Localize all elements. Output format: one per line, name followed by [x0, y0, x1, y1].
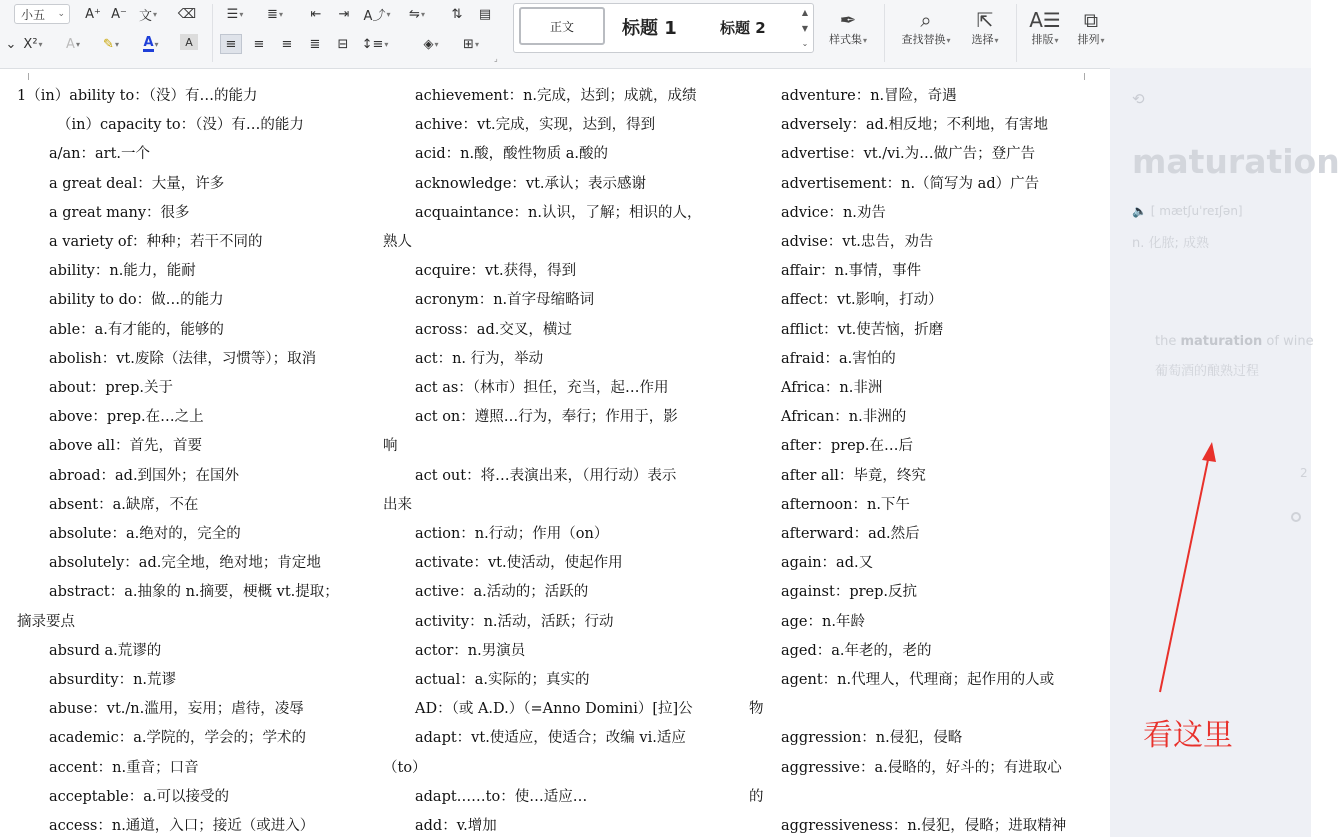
doc-line: acid：n.酸，酸性物质 a.酸的	[415, 146, 608, 163]
doc-line: adversely：ad.相反地；不利地，有害地	[781, 117, 1049, 134]
shrink-font-icon[interactable]: A⁻	[111, 6, 127, 22]
doc-line: advice：n.劝告	[781, 204, 886, 221]
paragraph-dialog-icon[interactable]: ⌟	[494, 54, 498, 63]
numbered-list-icon[interactable]: ≣ ▾	[267, 6, 283, 22]
doc-line: absolute：a.绝对的，完全的	[49, 526, 241, 542]
align-center-icon[interactable]: ≡	[253, 36, 265, 52]
line-break-icon[interactable]: ⇋ ▾	[409, 6, 425, 22]
panel-definition: n. 化脓; 成熟	[1132, 236, 1210, 251]
doc-line: adapt：vt.使适应，使适合；改编 vi.适应	[415, 730, 686, 747]
superscript-icon[interactable]: X² ▾	[23, 36, 43, 52]
doc-line: adapt……to：使…适应…	[415, 788, 588, 805]
doc-line: a great deal：大量，许多	[49, 175, 225, 192]
panel-phonetic: 🔈 [ mætʃuˈreɪʃən]	[1132, 204, 1243, 218]
doc-line: acknowledge：vt.承认；表示感谢	[415, 175, 647, 192]
speaker-icon[interactable]: 🔈	[1132, 204, 1147, 218]
style-heading1[interactable]: 标题 1	[622, 18, 677, 39]
doc-line: access：n.通道，入口；接近（或进入）	[49, 818, 315, 834]
doc-line: aggression：n.侵犯，侵略	[781, 730, 963, 747]
doc-line: achive：vt.完成，实现，达到，得到	[415, 117, 656, 134]
phonetic-guide-icon[interactable]: ⽂ ▾	[138, 8, 158, 24]
doc-line: across：ad.交叉，横过	[415, 321, 572, 338]
doc-line: （to）	[383, 759, 427, 776]
doc-line: abuse：vt./n.滥用，妄用；虐待，凌辱	[49, 701, 304, 718]
toolbar-ribbon	[0, 0, 1311, 69]
doc-line: act as：（林市）担任，充当，起…作用	[415, 380, 669, 396]
style-normal[interactable]: 正文	[519, 7, 605, 45]
doc-line: advise：vt.忠告，劝告	[781, 234, 934, 250]
doc-line: African：n.非洲的	[781, 409, 907, 426]
doc-line: achievement：n.完成，达到；成就，成绩	[415, 88, 697, 104]
doc-line: acceptable：a.可以接受的	[49, 788, 229, 805]
doc-line: acronym：n.首字母缩略词	[415, 292, 595, 309]
document-page[interactable]	[0, 80, 1110, 837]
doc-line: aggressiveness：n.侵犯，侵略；进取精神	[781, 818, 1067, 834]
doc-line: absent：a.缺席，不在	[49, 496, 199, 513]
align-left-icon[interactable]: ≡	[220, 34, 242, 54]
doc-line: aggressive：a.侵略的，好斗的；有进取心	[781, 759, 1062, 776]
style-heading2[interactable]: 标题 2	[720, 18, 766, 37]
doc-line: absurdity：n.荒谬	[49, 672, 177, 688]
bullet-list-icon[interactable]: ☰ ▾	[226, 6, 244, 22]
increase-indent-icon[interactable]: ⇥	[338, 6, 350, 22]
doc-line: advertisement：n.（简写为 ad）广告	[781, 175, 1040, 192]
doc-line: absolutely：ad.完全地，绝对地；肯定地	[49, 555, 321, 572]
doc-line: activity：n.活动，活跃；行动	[415, 613, 614, 630]
layout-button[interactable]: A☰ 排版▾	[1029, 8, 1061, 46]
doc-line: accent：n.重音；口音	[49, 759, 199, 776]
text-effect-icon[interactable]: A ▾	[66, 36, 80, 52]
doc-line: afterward：ad.然后	[781, 526, 920, 542]
doc-line: acquaintance：n.认识，了解；相识的人，	[415, 204, 702, 221]
align-right-icon[interactable]: ≡	[281, 36, 293, 52]
panel-example-translation: 葡萄酒的酿熟过程	[1155, 364, 1260, 379]
panel-headword: maturation	[1132, 142, 1340, 181]
grow-font-icon[interactable]: A⁺	[85, 6, 101, 22]
style-set-button[interactable]: ✒ 样式集▾	[828, 8, 867, 46]
font-size-value: 小五	[21, 7, 46, 22]
panel-page-number: 2	[1300, 466, 1308, 480]
doc-line: AD：（或 A.D.）（=Anno Domini）[拉]公	[415, 701, 693, 718]
doc-line: activate：vt.使活动，使起作用	[415, 555, 623, 572]
doc-line: action：n.行动；作用（on）	[415, 526, 609, 542]
select-button[interactable]: ⇱ 选择▾	[971, 8, 999, 46]
annotation-label: 看这里	[1143, 718, 1233, 753]
style-set-icon: ✒	[839, 8, 857, 32]
doc-line: act：n. 行为，举动	[415, 350, 544, 367]
decrease-indent-icon[interactable]: ⇤	[310, 6, 322, 22]
doc-line: agent：n.代理人，代理商；起作用的人或	[781, 672, 1055, 688]
doc-line: 响	[383, 438, 398, 455]
find-replace-button[interactable]: ⌕ 查找替换▾	[901, 8, 951, 46]
doc-line: after all：毕竟，终究	[781, 467, 926, 484]
highlight-icon[interactable]: ✎ ▾	[103, 36, 119, 52]
doc-line: affair：n.事情，事件	[781, 263, 922, 280]
arrange-button[interactable]: ⧉ 排列▾	[1077, 8, 1105, 46]
doc-line: again：ad.又	[781, 555, 874, 572]
doc-line: affect：vt.影响，打动）	[781, 292, 943, 309]
justify-icon[interactable]: ≣	[309, 36, 321, 52]
doc-line: Africa：n.非洲	[781, 380, 883, 396]
arrange-icon: ⧉	[1083, 8, 1099, 32]
doc-line: 熟人	[383, 234, 412, 250]
back-icon[interactable]: ⟲	[1132, 90, 1145, 108]
doc-line: against：prep.反抗	[781, 584, 918, 601]
doc-line: able：a.有才能的，能够的	[49, 321, 224, 338]
doc-line: afternoon：n.下午	[781, 496, 910, 513]
doc-line: abstract：a.抽象的 n.摘要，梗概 vt.提取；	[49, 584, 339, 601]
doc-line: （in）capacity to：（没）有…的能力	[57, 117, 304, 134]
doc-line: add：v.增加	[415, 818, 497, 834]
doc-line: absurd a.荒谬的	[49, 642, 162, 659]
panel-example: the maturation of wine	[1155, 334, 1314, 349]
sort-icon[interactable]: ⇅	[451, 6, 463, 22]
doc-line: 出来	[383, 496, 412, 513]
doc-line: above all：首先，首要	[49, 438, 202, 455]
font-size-select[interactable]	[14, 4, 70, 24]
line-spacing-icon[interactable]: ↕≡ ▾	[361, 36, 389, 52]
border-icon[interactable]: ⊞ ▾	[463, 36, 479, 52]
doc-line: ability to do：做…的能力	[49, 292, 224, 309]
doc-line: 摘录要点	[17, 613, 75, 630]
clear-format-icon[interactable]: ⌫	[177, 6, 197, 22]
doc-line: about：prep.关于	[49, 380, 174, 396]
doc-line: 的	[749, 788, 764, 805]
doc-line: act on：遵照…行为，奉行；作用于，影	[415, 409, 678, 426]
doc-line: advertise：vt./vi.为…做广告；登广告	[781, 146, 1036, 163]
doc-line: age：n.年龄	[781, 613, 865, 630]
doc-line: adventure：n.冒险，奇遇	[781, 88, 957, 104]
distribute-icon[interactable]: ⊟	[337, 36, 349, 52]
doc-line: afflict：vt.使苦恼，折磨	[781, 321, 944, 338]
doc-line: abroad：ad.到国外；在国外	[49, 467, 240, 484]
doc-line: ability：n.能力，能耐	[49, 263, 196, 280]
doc-line: abolish：vt.废除（法律，习惯等）；取消	[49, 350, 317, 367]
doc-line: 1（in）ability to：（没）有…的能力	[17, 88, 258, 104]
doc-line: acquire：vt.获得，得到	[415, 263, 577, 280]
show-marks-icon[interactable]: ▤	[478, 6, 492, 22]
doc-line: active：a.活动的；活跃的	[415, 584, 589, 601]
shading-icon[interactable]: ◈ ▾	[423, 36, 439, 52]
font-color-icon[interactable]: A ▾	[143, 34, 159, 50]
chevron-down-icon[interactable]: ⌄	[5, 36, 17, 52]
doc-line: a/an：art.一个	[49, 146, 151, 163]
panel-close-icon[interactable]	[1291, 512, 1301, 522]
styles-gallery	[513, 3, 814, 53]
text-direction-icon[interactable]: A⤴ ▾	[363, 8, 391, 24]
gallery-scroll[interactable]: ▲ ▼ ⌄	[801, 8, 809, 48]
doc-line: aged：a.年老的，老的	[781, 642, 932, 659]
chevron-down-icon: ⌄	[57, 9, 65, 19]
search-icon: ⌕	[920, 8, 932, 32]
cursor-icon: ⇱	[976, 8, 994, 32]
layout-icon: A☰	[1029, 8, 1061, 32]
char-shading-icon[interactable]: A	[180, 34, 198, 50]
annotation-arrow	[1150, 440, 1220, 700]
doc-line: a variety of：种种；若干不同的	[49, 234, 263, 250]
doc-line: actual：a.实际的；真实的	[415, 672, 590, 688]
doc-line: a great many：很多	[49, 204, 190, 221]
doc-line: academic：a.学院的，学会的；学术的	[49, 730, 307, 747]
doc-line: actor：n.男演员	[415, 642, 526, 659]
doc-line: after：prep.在…后	[781, 438, 914, 455]
doc-line: act out：将…表演出来，（用行动）表示	[415, 467, 677, 484]
doc-line: 物	[749, 701, 764, 718]
doc-line: afraid：a.害怕的	[781, 350, 896, 367]
doc-line: above：prep.在…之上	[49, 409, 204, 426]
